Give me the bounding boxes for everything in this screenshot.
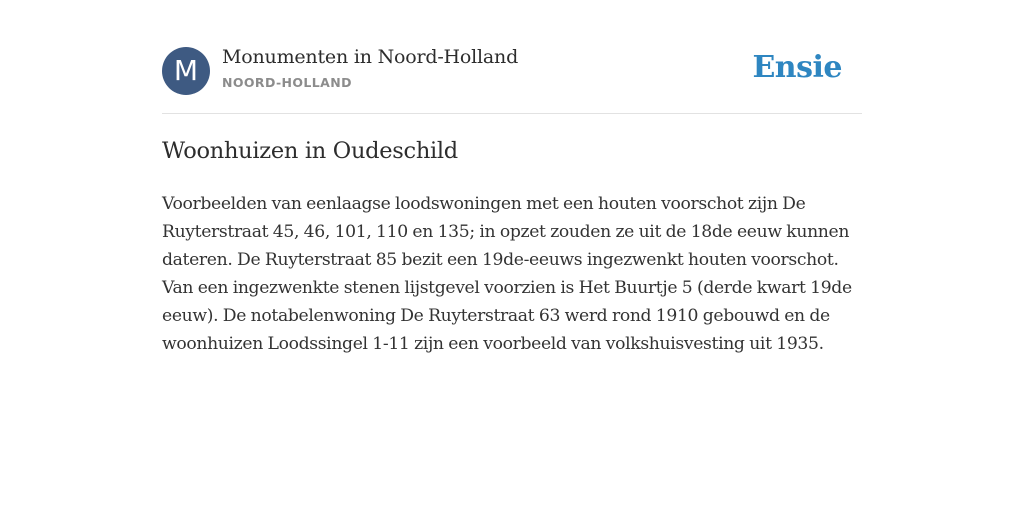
source-subtitle: NOORD-HOLLAND bbox=[222, 75, 352, 90]
avatar[interactable]: M bbox=[162, 47, 210, 95]
brand-logo[interactable]: Ensie bbox=[752, 50, 842, 85]
article-body: Voorbeelden van eenlaagse loodswoningen met een houten voorschot zijn De Ruyterstraat 45, 46, 101, 110 en 135; in opzet zouden ze uit de 18de eeuw kunnen dateren. De Ruyterstraat 85 bezit een 19de-eeuws ingezwenkt houten voorschot. Van een ingezwenkte stenen lijstgevel voorzien is Het Buurtje 5 (derde kwart 19de eeuw). De notabelenwoning De Ruyterstraat 63 werd rond 1910 gebouwd en de woonhuizen Loodssingel 1-11 zijn een voorbeeld van volkshuisvesting uit 1935. bbox=[162, 194, 852, 354]
article-title: Woonhuizen in Oudeschild bbox=[162, 138, 458, 164]
source-title[interactable]: Monumenten in Noord-Holland bbox=[222, 46, 519, 68]
divider bbox=[162, 113, 862, 114]
source-header bbox=[162, 46, 862, 96]
